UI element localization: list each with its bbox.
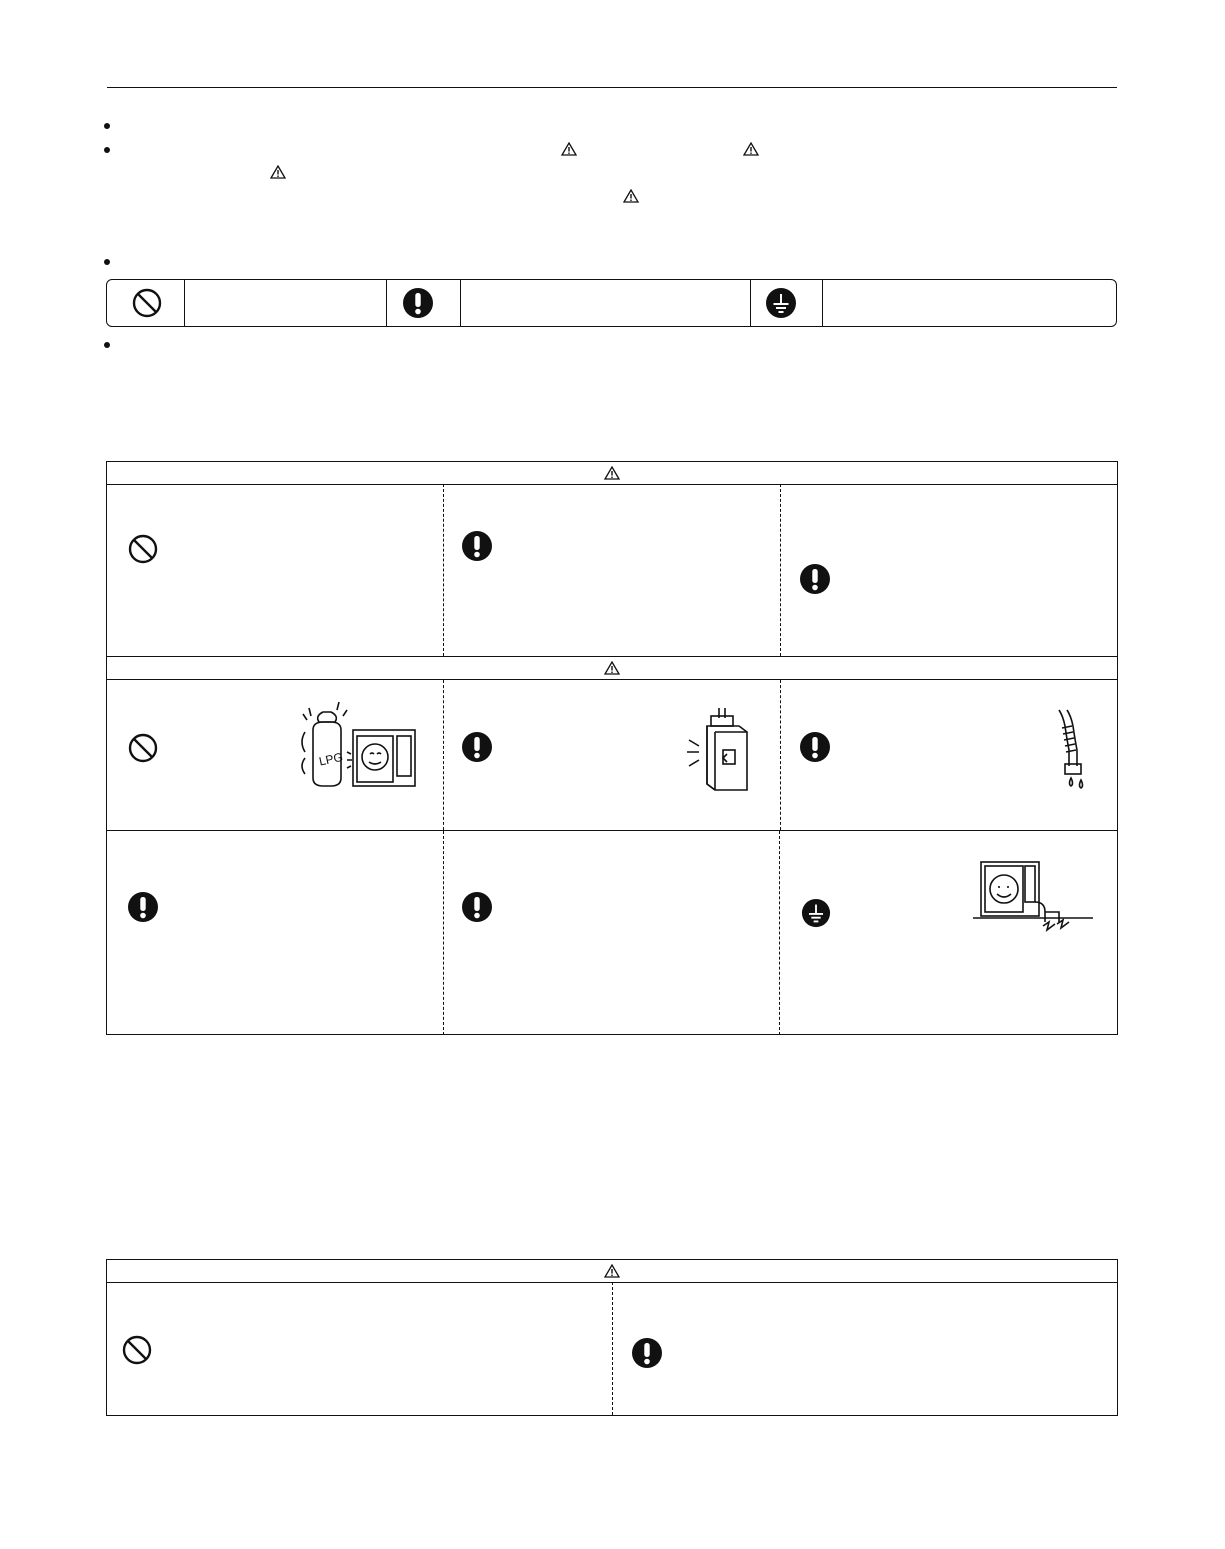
bullet (104, 342, 110, 348)
legend-divider (750, 280, 751, 326)
mandatory-icon (402, 287, 434, 319)
prohibition-icon (131, 287, 163, 319)
header-rule (107, 87, 1117, 88)
legend-divider (460, 280, 461, 326)
mandatory-icon (461, 891, 493, 923)
legend-divider (386, 280, 387, 326)
table-header (107, 462, 1117, 485)
drain-hose-icon (1049, 706, 1093, 790)
mandatory-icon (631, 1337, 663, 1369)
legend-divider (184, 280, 185, 326)
prohibition-icon (127, 732, 159, 764)
lpg-cylinder-near-outdoor-unit-icon (297, 702, 425, 794)
column-divider (780, 484, 781, 656)
bullet (104, 259, 110, 265)
warning-triangle-icon (743, 142, 759, 156)
warning-table (106, 461, 1118, 1035)
lpg-label: LPG (317, 749, 345, 769)
warning-triangle-icon (623, 189, 639, 203)
column-divider (443, 680, 444, 830)
bullet (104, 147, 110, 153)
table-header (107, 657, 1117, 680)
warning-triangle-icon (604, 661, 620, 675)
prohibition-icon (127, 533, 159, 565)
mandatory-icon (799, 563, 831, 595)
column-divider (780, 680, 781, 830)
ground-icon (801, 898, 831, 928)
symbol-legend (106, 279, 1117, 327)
column-divider (612, 1282, 613, 1415)
column-divider (779, 831, 780, 1035)
warning-triangle-icon (561, 142, 577, 156)
mandatory-icon (799, 731, 831, 763)
bullet (104, 123, 110, 129)
row-divider (107, 830, 1117, 831)
table-header (107, 1260, 1117, 1283)
warning-triangle-icon (270, 165, 286, 179)
outdoor-unit-earthed-icon (973, 856, 1097, 940)
mandatory-icon (127, 891, 159, 923)
mandatory-icon (461, 731, 493, 763)
mandatory-icon (461, 530, 493, 562)
column-divider (443, 484, 444, 656)
breaker-switch-icon (683, 706, 755, 796)
column-divider (443, 831, 444, 1035)
caution-table (106, 1259, 1118, 1416)
prohibition-icon (121, 1334, 153, 1366)
warning-triangle-icon (604, 1264, 620, 1278)
legend-divider (822, 280, 823, 326)
warning-triangle-icon (604, 466, 620, 480)
ground-icon (765, 287, 797, 319)
